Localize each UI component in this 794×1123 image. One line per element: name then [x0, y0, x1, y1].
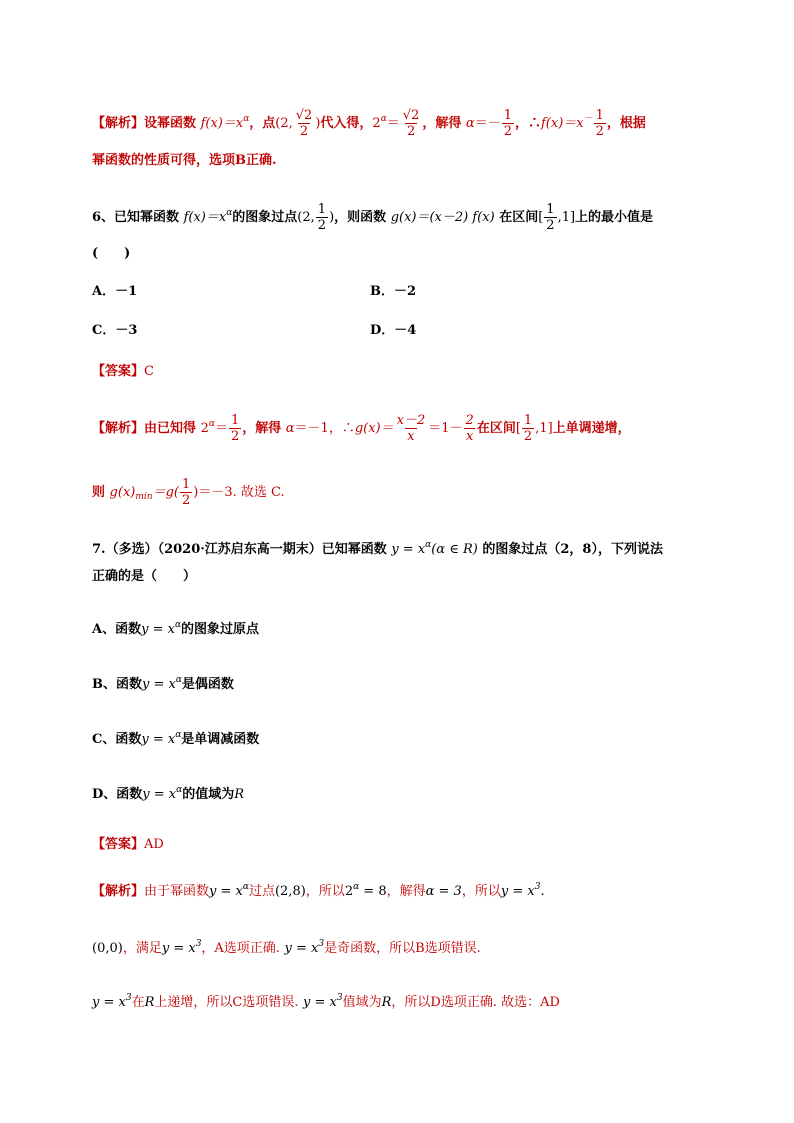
q7-stem-line-1	[92, 540, 663, 560]
fraction: $\frac{2}{x}$	[465, 413, 474, 444]
fraction: $\frac{1}{2}$	[181, 477, 191, 508]
text: 的值域为	[182, 787, 235, 802]
text: 上单调递增，	[552, 421, 631, 436]
text: 是偶函数	[181, 677, 234, 692]
math: $y = x^\alpha$	[142, 675, 182, 692]
q7-stem-line-2: 正确的是（ ）	[92, 569, 197, 584]
math: )	[329, 210, 335, 225]
math: R	[381, 995, 392, 1010]
analysis-label: 【解析】	[92, 421, 145, 436]
q7-option-c	[92, 730, 259, 750]
text: 7.（多选）（2020·江苏启东高一期末）已知幂函数	[92, 542, 387, 557]
fraction: $\frac{x-2}{x}$	[396, 413, 426, 444]
math: α	[465, 116, 475, 131]
analysis-label: 【解析】	[92, 116, 145, 131]
q7-option-a	[92, 620, 259, 640]
q6-option-b: B．－2	[370, 284, 417, 299]
math: $y = x^\alpha$	[141, 730, 182, 747]
analysis-5-line-2: 幂函数的性质可得，选项B正确.	[92, 153, 277, 168]
math: g(x)＝(x－2) f(x)	[390, 210, 495, 225]
text: 在	[131, 995, 145, 1010]
fraction: $\frac{1}{2}$	[595, 108, 604, 139]
math: $2^\alpha = 8$	[344, 882, 387, 899]
text: 值域为	[342, 995, 382, 1010]
math: $y = x^3$	[92, 993, 132, 1010]
text: ，满足	[122, 941, 162, 956]
fraction: $\frac{1}{2}$	[317, 202, 327, 233]
answer-label: 【答案】	[92, 837, 145, 852]
math: ＝g(	[152, 485, 179, 500]
text: 是奇函数，所以B选项错误.	[324, 941, 481, 956]
text: ，则函数	[334, 210, 387, 225]
answer-value: AD	[144, 837, 164, 852]
text: 的图象过原点	[181, 622, 260, 637]
math: R	[144, 995, 155, 1010]
math: $y = x^3$.	[500, 882, 545, 899]
fraction: $\frac{1}{2}$	[503, 108, 512, 139]
fraction: $\frac{1}{2}$	[546, 202, 555, 233]
math: $y = x^\alpha$	[141, 620, 182, 637]
text: ，∴	[514, 116, 541, 131]
text: 在区间	[499, 210, 539, 225]
text: B、函数	[92, 677, 142, 692]
text: 上的最小值是	[575, 210, 654, 225]
q6-option-c: C．－3	[92, 323, 138, 338]
q7-analysis-line-1	[92, 882, 545, 902]
math: f(x)＝x－	[541, 114, 593, 131]
text: A、函数	[92, 622, 142, 637]
math: )	[193, 485, 199, 500]
q6-analysis-line-1	[92, 413, 631, 444]
text: 则	[92, 485, 106, 500]
q6-paren: ( )	[92, 246, 131, 261]
fraction: $\frac{1}{2}$	[523, 413, 533, 444]
math: α	[285, 421, 295, 436]
math: g(x)＝	[354, 421, 394, 436]
math: ,1]	[557, 210, 576, 225]
q7-option-d	[92, 785, 244, 805]
math: α = 3	[425, 884, 462, 899]
q6-analysis-line-2	[92, 477, 285, 508]
math: (0,0)	[92, 941, 123, 956]
math: $y = x^3$	[161, 939, 202, 956]
text: 上递增，所以C选项错误.	[154, 995, 299, 1010]
math: ＝1－	[428, 421, 463, 436]
q6-option-a: A．－1	[92, 284, 138, 299]
answer-label: 【答案】	[92, 364, 145, 379]
text: 的图象过点	[232, 210, 298, 225]
text: 6、已知幂函数	[92, 210, 180, 225]
text: ，根据	[606, 116, 646, 131]
text: ，点	[249, 116, 276, 131]
math: ＝－3. 故选 C.	[198, 485, 285, 500]
text: 代入得，	[320, 116, 373, 131]
q6-stem	[92, 202, 653, 233]
text: 设幂函数	[144, 116, 197, 131]
math: )	[315, 116, 321, 131]
text: 的图象过点（2，8），下列说法	[482, 542, 663, 557]
fraction: $\frac{1}{2}$	[230, 413, 240, 444]
text: 过点	[248, 884, 275, 899]
math: [	[515, 421, 521, 436]
math: $y = x^\alpha(\alpha$ ∈ R)	[391, 540, 478, 557]
text: ，所以D选项正确. 故选：AD	[391, 995, 560, 1010]
text: D、函数	[92, 787, 143, 802]
math: (2,	[275, 116, 293, 131]
text: 在区间	[476, 421, 516, 436]
math: (2,	[297, 210, 315, 225]
math: $f(x)=x^\alpha$	[200, 114, 250, 131]
math: ＝－1，∴	[294, 421, 355, 436]
text: 由于幂函数	[144, 884, 210, 899]
q7-analysis-line-2	[92, 939, 481, 959]
q7-answer	[92, 835, 164, 855]
fraction: $\frac{√2}{2}$	[402, 108, 420, 139]
math: R	[234, 787, 245, 802]
math: (2,8)	[274, 884, 306, 899]
math: $y = x^\alpha$	[142, 785, 183, 802]
math: $f(x)=x^\alpha$	[183, 208, 233, 225]
math: $2^\alpha=$	[372, 114, 400, 131]
q6-option-d: D．－4	[370, 323, 417, 338]
text: 是单调减函数	[181, 732, 260, 747]
text: ，解得	[242, 421, 282, 436]
text: 由已知得	[144, 421, 197, 436]
math: [	[538, 210, 544, 225]
text: ，所以	[461, 884, 501, 899]
text: ，解得	[422, 116, 462, 131]
fraction: $\frac{√2}{2}$	[295, 108, 313, 139]
q7-analysis-line-3	[92, 993, 560, 1013]
text: C、函数	[92, 732, 142, 747]
analysis-label: 【解析】	[92, 884, 145, 899]
q6-answer	[92, 362, 154, 382]
math: ＝－	[474, 116, 501, 131]
math: $y = x^3$	[284, 939, 325, 956]
math: $g(x)_{min}$	[109, 485, 153, 502]
text: ，所以	[305, 884, 345, 899]
math: ,1]	[535, 421, 553, 436]
math: $y = x^3$	[303, 993, 343, 1010]
answer-value: C	[144, 364, 154, 379]
q7-option-b	[92, 675, 234, 695]
text: ，解得	[386, 884, 426, 899]
math: $y = x^\alpha$	[209, 882, 249, 899]
analysis-5-line-1	[92, 108, 646, 139]
math: $2^\alpha=$	[200, 419, 228, 436]
text: ，A选项正确.	[201, 941, 280, 956]
